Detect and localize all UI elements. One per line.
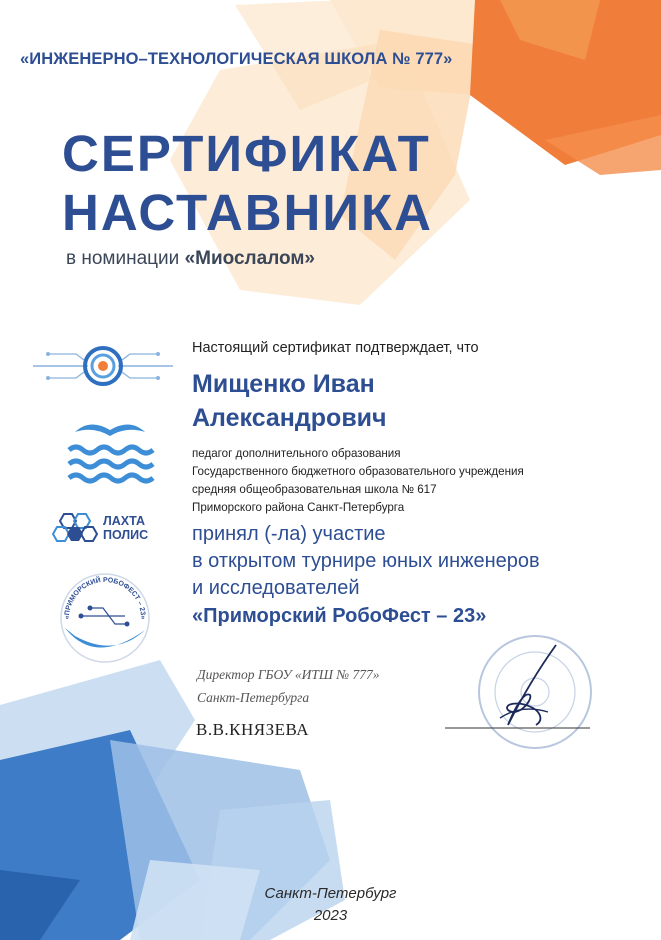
certificate-title-line1: СЕРТИФИКАТ [62, 125, 431, 182]
position-line: Приморского района Санкт-Петербурга [192, 501, 405, 514]
position-line: Государственного бюджетного образовательного учреждения [192, 465, 524, 478]
nomination-name: «Миослалом» [184, 248, 315, 269]
footer-city: Санкт-Петербург [264, 885, 397, 902]
robofest-seal-text: «ПРИМОРСКИЙ РОБОФЕСТ – 23» [63, 576, 147, 620]
recipient-name-line1: Мищенко Иван [192, 370, 375, 398]
nomination [66, 248, 315, 270]
robofest-seal-icon [55, 568, 155, 668]
position-line: педагог дополнительного образования [192, 447, 401, 460]
footer-year: 2023 [313, 907, 348, 924]
signer-name: В.В.КНЯЗЕВА [196, 720, 310, 739]
school-name: «ИНЖЕНЕРНО–ТЕХНОЛОГИЧЕСКАЯ ШКОЛА № 777» [20, 50, 453, 68]
recipient-name-line2: Александрович [192, 404, 387, 432]
lakhta-logo-line1: ЛАХТА [103, 514, 146, 528]
lakhta-logo-line2: ПОЛИС [103, 528, 149, 542]
handwritten-signature-icon [478, 640, 568, 735]
certificate-title-line2: НАСТАВНИКА [62, 184, 433, 241]
svg-text:«ПРИМОРСКИЙ РОБОФЕСТ – 23» [64, 575, 146, 619]
circuit-logo-icon [28, 340, 178, 390]
participation-line: в открытом турнире юных инженеров [192, 550, 540, 572]
director-title-line2: Санкт-Петербурга [197, 690, 310, 705]
participation-line: и исследователей [192, 577, 360, 599]
nomination-prefix: в номинации [66, 248, 185, 269]
lakhta-hexagons-icon [52, 510, 102, 546]
participation-line: принял (-ла) участие [192, 523, 386, 545]
director-title-line1: Директор ГБОУ «ИТШ № 777» [197, 667, 380, 682]
event-name: «Приморский РобоФест – 23» [192, 605, 487, 627]
waves-logo-icon [65, 418, 155, 486]
position-line: средняя общеобразовательная школа № 617 [192, 483, 437, 496]
confirm-text: Настоящий сертификат подтверждает, что [192, 340, 479, 356]
